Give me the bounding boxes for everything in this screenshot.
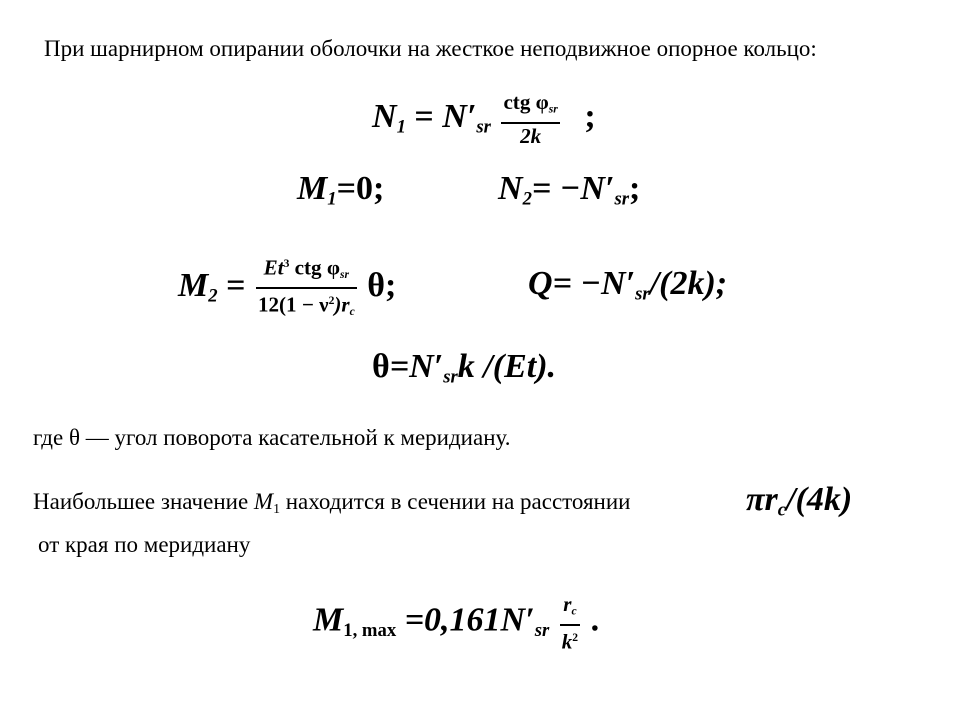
eq5-lhs: Q (528, 265, 553, 302)
eq7-sub: sr (534, 620, 550, 642)
eq7-numerator: $r_c$ (563, 592, 577, 618)
eq7-fraction (560, 592, 580, 653)
eq3-end: ; (629, 170, 641, 207)
equation-n2 (498, 170, 640, 211)
eq1-lhs-sub: 1 (396, 116, 406, 138)
eq7-lhs: M (313, 601, 344, 639)
eq1-end: ; (584, 97, 596, 135)
max-text-b: находится в сечении на расстоянии (279, 489, 631, 514)
eq7-end: . (590, 601, 600, 639)
max-text-m: M (253, 489, 274, 514)
eq7-lhs-sub: 1, max (343, 620, 397, 642)
eq4-fraction (256, 252, 357, 324)
from-edge-text: от края по меридиану (38, 532, 251, 557)
equation-theta (372, 348, 556, 389)
eq1-fraction (501, 90, 559, 148)
eq5-sub: sr (635, 283, 650, 305)
eq1-denominator: 2k (520, 123, 542, 148)
eq7-denominator: $k^2$ (561, 629, 579, 654)
eq4-eq: = (226, 267, 246, 305)
eq4-end: θ; (367, 267, 397, 305)
equation-m1-max (313, 592, 599, 653)
eq1-rhs-sub: sr (476, 116, 491, 138)
max-text-a: Наибольшее значение (33, 489, 254, 514)
eq6-rest: k /(Et). (457, 348, 557, 385)
equation-q (528, 265, 727, 306)
eq6-lhs: θ (372, 348, 390, 385)
where-text: где θ — угол поворота касательной к меридиану. (33, 425, 511, 450)
equation-n1 (372, 90, 596, 148)
max-location-text (33, 487, 631, 524)
intro-text: При шарнирном опирании оболочки на жесткое неподвижное опорное кольцо: (44, 36, 817, 61)
eq4-denominator: $12(1 - \nu^2)r_c$ (257, 292, 355, 319)
eq3-lhs-sub: 2 (522, 188, 532, 210)
eq4-lhs-sub: 2 (208, 285, 218, 307)
eq2-lhs: M (297, 170, 328, 207)
eq2-lhs-sub: 1 (327, 188, 337, 210)
dist-sub: c (777, 499, 787, 521)
equation-m1 (297, 170, 384, 211)
eq3-rhs: = −N′ (531, 170, 615, 207)
max-text-sub: 1 (273, 501, 280, 517)
eq1-rhs: N′ (442, 97, 477, 135)
eq1-lhs: N (372, 97, 397, 135)
eq2-rhs: =0; (336, 170, 385, 207)
distance-expression (746, 481, 852, 522)
eq5-eq: = −N′ (552, 265, 636, 302)
dist-pi: πr (746, 481, 778, 518)
eq5-rest: /(2k); (649, 265, 728, 302)
eq4-numerator: Et$^3$ ctg $\varphi_{sr}$ (263, 255, 350, 281)
eq7-eq: =0,161N′ (404, 601, 535, 639)
eq3-rhs-sub: sr (614, 188, 630, 210)
eq1-numerator: ctg $\varphi_{sr}$ (503, 90, 558, 116)
eq6-eq: =N′ (389, 348, 444, 385)
eq4-lhs: M (178, 267, 209, 305)
equation-m2 (178, 252, 396, 324)
eq1-eq: = (414, 97, 434, 135)
dist-rest: /(4k) (786, 481, 853, 518)
eq3-lhs: N (498, 170, 523, 207)
eq6-sub: sr (443, 366, 458, 388)
